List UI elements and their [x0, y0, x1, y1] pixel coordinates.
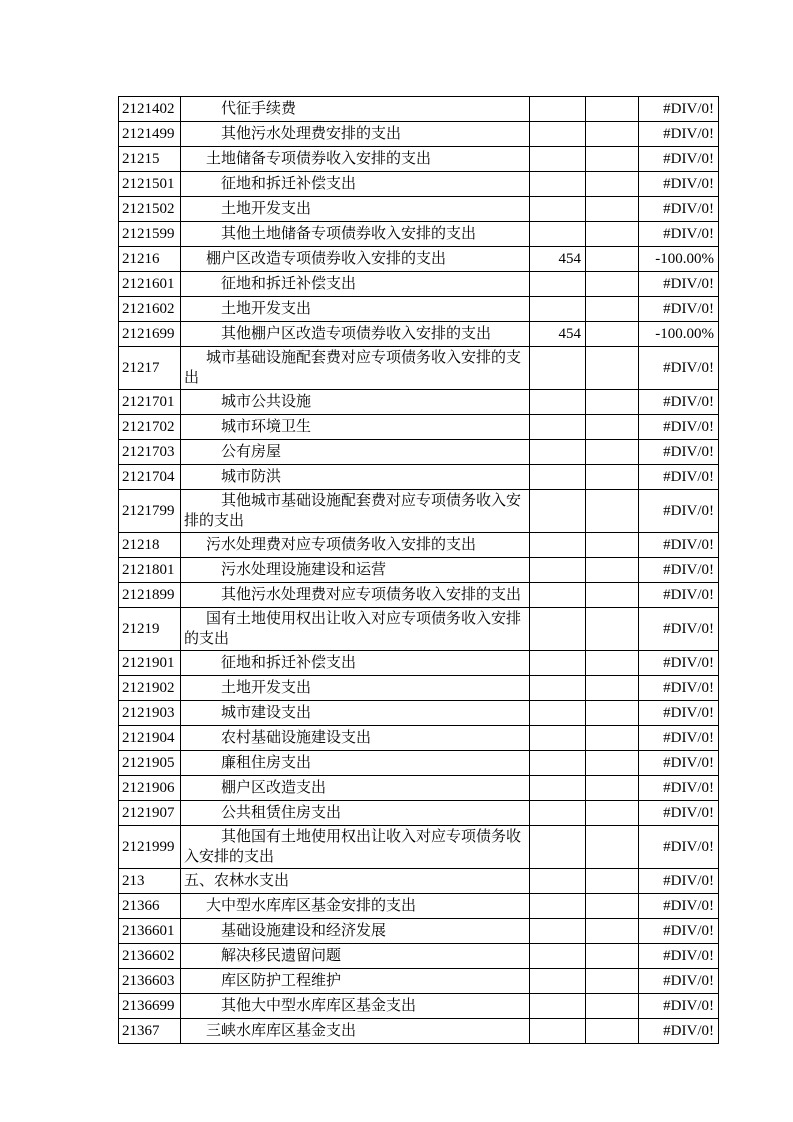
- row-label-cell: 农村基础设施建设支出: [181, 726, 530, 751]
- row-code-cell: 2121999: [119, 826, 181, 869]
- row-change-cell: #DIV/0!: [639, 608, 719, 651]
- row-label-cell: 征地和拆迁补偿支出: [181, 272, 530, 297]
- table-row: [119, 776, 719, 801]
- row-code-cell: 21366: [119, 894, 181, 919]
- row-value1-cell: [530, 465, 586, 490]
- row-value1-cell: [530, 583, 586, 608]
- row-change-cell: #DIV/0!: [639, 222, 719, 247]
- row-label-cell: 土地开发支出: [181, 197, 530, 222]
- row-value2-cell: [586, 222, 639, 247]
- row-change-cell: #DIV/0!: [639, 919, 719, 944]
- row-change-cell: #DIV/0!: [639, 751, 719, 776]
- row-value1-cell: [530, 147, 586, 172]
- row-label-cell: 国有土地使用权出让收入对应专项债务收入安排的支出: [181, 608, 530, 651]
- table-row: [119, 533, 719, 558]
- table-row: [119, 726, 719, 751]
- table-row: [119, 944, 719, 969]
- row-change-cell: #DIV/0!: [639, 801, 719, 826]
- row-change-cell: #DIV/0!: [639, 994, 719, 1019]
- row-code-cell: 21215: [119, 147, 181, 172]
- row-value1-cell: [530, 608, 586, 651]
- table-row: [119, 751, 719, 776]
- row-label-cell: 城市基础设施配套费对应专项债务收入安排的支出: [181, 347, 530, 390]
- row-value2-cell: [586, 347, 639, 390]
- table-row: [119, 297, 719, 322]
- row-code-cell: 2121501: [119, 172, 181, 197]
- row-value2-cell: [586, 826, 639, 869]
- row-label-cell: 其他棚户区改造专项债券收入安排的支出: [181, 322, 530, 347]
- row-code-cell: 2121702: [119, 415, 181, 440]
- row-code-cell: 2121704: [119, 465, 181, 490]
- row-code-cell: 2121601: [119, 272, 181, 297]
- row-change-cell: #DIV/0!: [639, 944, 719, 969]
- table-row: [119, 869, 719, 894]
- row-label-cell: 五、农林水支出: [181, 869, 530, 894]
- row-code-cell: 21219: [119, 608, 181, 651]
- row-value2-cell: [586, 676, 639, 701]
- row-code-cell: 2136601: [119, 919, 181, 944]
- row-code-cell: 2121905: [119, 751, 181, 776]
- row-value1-cell: [530, 801, 586, 826]
- row-change-cell: #DIV/0!: [639, 701, 719, 726]
- row-value1-cell: [530, 222, 586, 247]
- row-change-cell: #DIV/0!: [639, 347, 719, 390]
- table-row: [119, 247, 719, 272]
- row-label-cell: 城市公共设施: [181, 390, 530, 415]
- row-value1-cell: [530, 676, 586, 701]
- row-label-cell: 三峡水库库区基金支出: [181, 1019, 530, 1044]
- row-label-cell: 棚户区改造支出: [181, 776, 530, 801]
- row-value1-cell: [530, 490, 586, 533]
- row-value1-cell: [530, 97, 586, 122]
- row-value1-cell: [530, 751, 586, 776]
- row-change-cell: #DIV/0!: [639, 97, 719, 122]
- table-row: [119, 347, 719, 390]
- row-code-cell: 2121402: [119, 97, 181, 122]
- row-value2-cell: [586, 272, 639, 297]
- row-label-cell: 征地和拆迁补偿支出: [181, 651, 530, 676]
- row-value1-cell: [530, 390, 586, 415]
- row-change-cell: #DIV/0!: [639, 440, 719, 465]
- row-value1-cell: [530, 869, 586, 894]
- table-row: [119, 651, 719, 676]
- row-code-cell: 2121799: [119, 490, 181, 533]
- row-value1-cell: [530, 726, 586, 751]
- table-row: [119, 558, 719, 583]
- row-change-cell: #DIV/0!: [639, 122, 719, 147]
- row-value2-cell: [586, 726, 639, 751]
- row-value2-cell: [586, 390, 639, 415]
- row-change-cell: #DIV/0!: [639, 147, 719, 172]
- row-label-cell: 其他城市基础设施配套费对应专项债务收入安排的支出: [181, 490, 530, 533]
- row-value1-cell: [530, 297, 586, 322]
- row-value2-cell: [586, 1019, 639, 1044]
- row-value1-cell: [530, 776, 586, 801]
- row-code-cell: 2136602: [119, 944, 181, 969]
- row-value1-cell: [530, 1019, 586, 1044]
- row-change-cell: #DIV/0!: [639, 676, 719, 701]
- row-value2-cell: [586, 465, 639, 490]
- row-code-cell: 2121801: [119, 558, 181, 583]
- row-change-cell: #DIV/0!: [639, 969, 719, 994]
- row-change-cell: #DIV/0!: [639, 272, 719, 297]
- table-row: [119, 701, 719, 726]
- table-row: [119, 826, 719, 869]
- table-row: [119, 969, 719, 994]
- row-value2-cell: [586, 97, 639, 122]
- row-label-cell: 基础设施建设和经济发展: [181, 919, 530, 944]
- row-value2-cell: [586, 994, 639, 1019]
- row-change-cell: #DIV/0!: [639, 197, 719, 222]
- row-label-cell: 土地储备专项债券收入安排的支出: [181, 147, 530, 172]
- row-code-cell: 21216: [119, 247, 181, 272]
- row-change-cell: #DIV/0!: [639, 894, 719, 919]
- row-change-cell: #DIV/0!: [639, 490, 719, 533]
- row-code-cell: 2121899: [119, 583, 181, 608]
- table-row: [119, 440, 719, 465]
- row-value1-cell: [530, 415, 586, 440]
- row-value2-cell: [586, 172, 639, 197]
- row-label-cell: 库区防护工程维护: [181, 969, 530, 994]
- row-code-cell: 2121703: [119, 440, 181, 465]
- row-value2-cell: [586, 894, 639, 919]
- row-change-cell: #DIV/0!: [639, 726, 719, 751]
- row-value2-cell: [586, 247, 639, 272]
- table-row: [119, 415, 719, 440]
- row-label-cell: 土地开发支出: [181, 297, 530, 322]
- table-row: [119, 919, 719, 944]
- table-row: [119, 490, 719, 533]
- row-value2-cell: [586, 147, 639, 172]
- row-code-cell: 21367: [119, 1019, 181, 1044]
- row-change-cell: #DIV/0!: [639, 390, 719, 415]
- row-value2-cell: [586, 415, 639, 440]
- row-label-cell: 其他土地储备专项债券收入安排的支出: [181, 222, 530, 247]
- row-label-cell: 城市建设支出: [181, 701, 530, 726]
- row-change-cell: #DIV/0!: [639, 172, 719, 197]
- table-row: [119, 801, 719, 826]
- row-value1-cell: [530, 272, 586, 297]
- row-value2-cell: [586, 297, 639, 322]
- row-code-cell: 2136699: [119, 994, 181, 1019]
- row-value1-cell: [530, 533, 586, 558]
- row-label-cell: 城市防洪: [181, 465, 530, 490]
- row-code-cell: 2121599: [119, 222, 181, 247]
- budget-table-body: [119, 97, 719, 1044]
- row-change-cell: -100.00%: [639, 322, 719, 347]
- row-value2-cell: [586, 533, 639, 558]
- row-code-cell: 2121907: [119, 801, 181, 826]
- table-row: [119, 583, 719, 608]
- row-value1-cell: [530, 919, 586, 944]
- row-value2-cell: [586, 776, 639, 801]
- table-row: [119, 894, 719, 919]
- row-code-cell: 21217: [119, 347, 181, 390]
- row-code-cell: 2121906: [119, 776, 181, 801]
- row-value2-cell: [586, 869, 639, 894]
- row-code-cell: 2121699: [119, 322, 181, 347]
- row-label-cell: 其他污水处理费对应专项债务收入安排的支出: [181, 583, 530, 608]
- row-label-cell: 污水处理设施建设和运营: [181, 558, 530, 583]
- table-row: [119, 390, 719, 415]
- row-code-cell: 2121502: [119, 197, 181, 222]
- row-change-cell: -100.00%: [639, 247, 719, 272]
- row-code-cell: 2121602: [119, 297, 181, 322]
- table-row: [119, 322, 719, 347]
- row-value1-cell: [530, 894, 586, 919]
- row-value1-cell: 454: [530, 322, 586, 347]
- table-row: [119, 676, 719, 701]
- row-code-cell: 2121701: [119, 390, 181, 415]
- row-value1-cell: [530, 969, 586, 994]
- row-change-cell: #DIV/0!: [639, 869, 719, 894]
- row-value1-cell: [530, 994, 586, 1019]
- table-row: [119, 97, 719, 122]
- row-value2-cell: [586, 651, 639, 676]
- row-label-cell: 公共租赁住房支出: [181, 801, 530, 826]
- row-label-cell: 代征手续费: [181, 97, 530, 122]
- table-row: [119, 272, 719, 297]
- row-change-cell: #DIV/0!: [639, 651, 719, 676]
- row-label-cell: 城市环境卫生: [181, 415, 530, 440]
- row-value2-cell: [586, 197, 639, 222]
- row-code-cell: 213: [119, 869, 181, 894]
- row-value2-cell: [586, 969, 639, 994]
- row-value1-cell: [530, 440, 586, 465]
- row-value2-cell: [586, 440, 639, 465]
- table-row: [119, 147, 719, 172]
- row-label-cell: 征地和拆迁补偿支出: [181, 172, 530, 197]
- row-value1-cell: [530, 944, 586, 969]
- row-code-cell: 2121902: [119, 676, 181, 701]
- row-change-cell: #DIV/0!: [639, 465, 719, 490]
- row-value1-cell: [530, 172, 586, 197]
- row-code-cell: 2121903: [119, 701, 181, 726]
- row-code-cell: 2121499: [119, 122, 181, 147]
- budget-table: [118, 96, 719, 1044]
- table-row: [119, 197, 719, 222]
- row-value1-cell: [530, 347, 586, 390]
- table-row: [119, 222, 719, 247]
- table-row: [119, 465, 719, 490]
- row-value2-cell: [586, 751, 639, 776]
- row-value2-cell: [586, 122, 639, 147]
- row-value2-cell: [586, 490, 639, 533]
- row-label-cell: 廉租住房支出: [181, 751, 530, 776]
- row-change-cell: #DIV/0!: [639, 297, 719, 322]
- row-label-cell: 土地开发支出: [181, 676, 530, 701]
- row-change-cell: #DIV/0!: [639, 826, 719, 869]
- table-row: [119, 122, 719, 147]
- row-value2-cell: [586, 583, 639, 608]
- row-code-cell: 2136603: [119, 969, 181, 994]
- row-value2-cell: [586, 558, 639, 583]
- row-value1-cell: [530, 826, 586, 869]
- row-value1-cell: 454: [530, 247, 586, 272]
- row-label-cell: 其他污水处理费安排的支出: [181, 122, 530, 147]
- table-row: [119, 172, 719, 197]
- row-change-cell: #DIV/0!: [639, 533, 719, 558]
- row-value1-cell: [530, 122, 586, 147]
- row-label-cell: 其他国有土地使用权出让收入对应专项债务收入安排的支出: [181, 826, 530, 869]
- row-change-cell: #DIV/0!: [639, 776, 719, 801]
- row-value2-cell: [586, 701, 639, 726]
- row-value1-cell: [530, 197, 586, 222]
- row-value2-cell: [586, 944, 639, 969]
- row-change-cell: #DIV/0!: [639, 1019, 719, 1044]
- row-label-cell: 大中型水库库区基金安排的支出: [181, 894, 530, 919]
- row-code-cell: 2121904: [119, 726, 181, 751]
- row-code-cell: 21218: [119, 533, 181, 558]
- row-value1-cell: [530, 651, 586, 676]
- table-row: [119, 994, 719, 1019]
- row-value1-cell: [530, 701, 586, 726]
- row-value2-cell: [586, 322, 639, 347]
- row-value2-cell: [586, 608, 639, 651]
- row-change-cell: #DIV/0!: [639, 583, 719, 608]
- row-value1-cell: [530, 558, 586, 583]
- row-change-cell: #DIV/0!: [639, 558, 719, 583]
- row-code-cell: 2121901: [119, 651, 181, 676]
- row-value2-cell: [586, 919, 639, 944]
- row-label-cell: 棚户区改造专项债券收入安排的支出: [181, 247, 530, 272]
- table-row: [119, 1019, 719, 1044]
- row-label-cell: 污水处理费对应专项债务收入安排的支出: [181, 533, 530, 558]
- row-label-cell: 其他大中型水库库区基金支出: [181, 994, 530, 1019]
- row-label-cell: 解决移民遗留问题: [181, 944, 530, 969]
- table-row: [119, 608, 719, 651]
- row-change-cell: #DIV/0!: [639, 415, 719, 440]
- row-value2-cell: [586, 801, 639, 826]
- row-label-cell: 公有房屋: [181, 440, 530, 465]
